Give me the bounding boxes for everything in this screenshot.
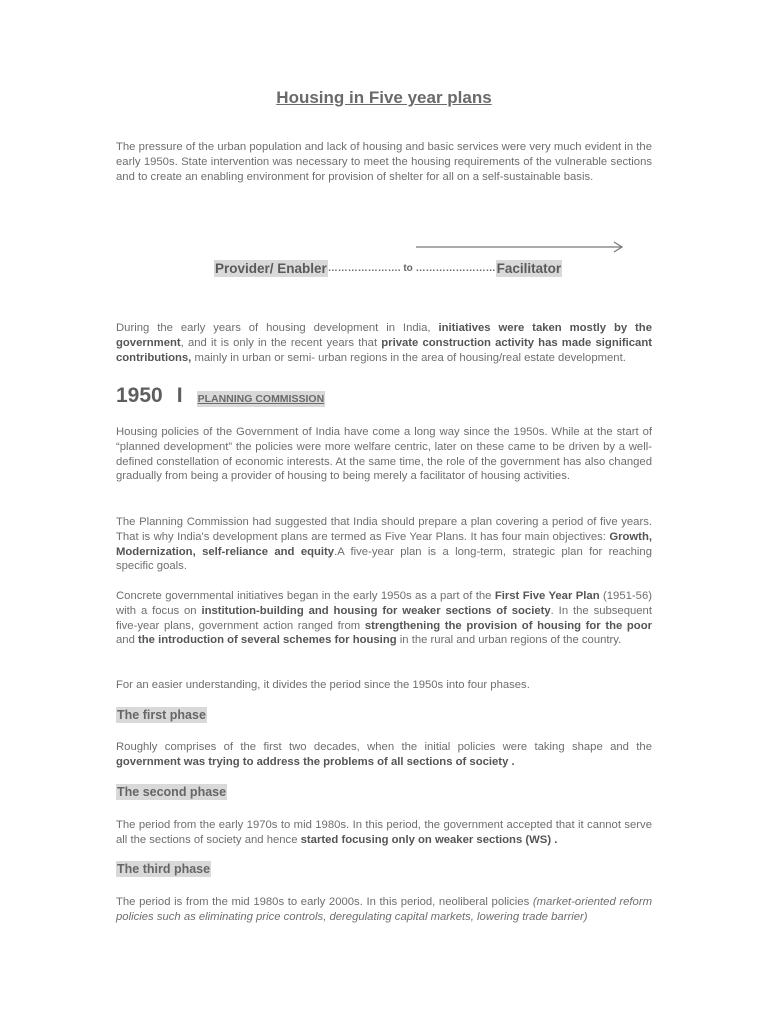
section-year: 1950 — [116, 384, 163, 407]
phase3-paragraph: The period is from the mid 1980s to early 2000s. In this period, neoliberal policies (market-oriented reform policies such as eliminating price controls, deregulating capital markets, lowering trade barrier) — [116, 896, 653, 923]
phase1-paragraph: Roughly comprises of the first two decades, when the initial policies were taking shape and the government was trying to address the problems of all sections of society . — [116, 741, 652, 768]
phase1-heading: The first phase — [117, 708, 206, 722]
intro-paragraph: The pressure of the urban population and lack of housing and basic services were very much evident in the early 1950s. State intervention was necessary to meet the housing requirements of the vulnerable sections and to create an enabling environment for provision of shelter for all on a self-sustainable basis. — [116, 141, 652, 183]
flow-end-label: Facilitator — [496, 260, 562, 276]
page-title: Housing in Five year plans — [276, 88, 492, 107]
phases-intro-paragraph: For an easier understanding, it divides the period since the 1950s into four phases. — [116, 679, 530, 691]
role-flow — [214, 258, 562, 278]
section-label: PLANNING COMMISSION — [197, 393, 325, 405]
flow-start-label: Provider/ Enabler — [215, 260, 327, 276]
commission-paragraph: The Planning Commission had suggested that India should prepare a plan covering a period of five years. That is why India's development plans are termed as Five Year Plans. It has four main objectives: Growth, Modernization, self-reliance and equity.A five-year plan is a long-term, strategic plan for reaching specific goals. — [116, 516, 652, 573]
policies-paragraph: Housing policies of the Government of India have come a long way since the 1950s. While at the start of “planned development” the policies were more welfare centric, later on these came to be driven by a well-defined constellation of economic interests. At the same time, the role of the government has also changed gradually from being a provider of housing to being merely a facilitator of housing activities. — [116, 426, 652, 483]
section-separator: I — [176, 384, 183, 407]
section-heading-1950 — [116, 384, 325, 408]
phase2-paragraph: The period from the early 1970s to mid 1980s. In this period, the government accepted that it cannot serve all the sections of society and hence started focusing only on weaker sections (WS) . — [116, 819, 652, 846]
right-arrow-icon — [414, 240, 626, 254]
early-years-paragraph: During the early years of housing development in India, initiatives were taken mostly by the government, and it is only in the recent years that private construction activity has made significant contributions, mainly in urban or semi- urban regions in the area of housing/real estate development. — [116, 322, 652, 364]
concrete-paragraph: Concrete governmental initiatives began in the early 1950s as a part of the First Five Year Plan (1951-56) with a focus on institution-building and housing for weaker sections of society. In the subsequent five-year plans, government action ranged from strengthening the provision of housing for the poor and the introduction of several schemes for housing in the rural and urban regions of the country. — [116, 590, 652, 647]
phase2-heading: The second phase — [117, 785, 227, 799]
phase3-heading: The third phase — [117, 862, 211, 876]
flow-middle-label: …………………. to …………………… — [327, 262, 496, 274]
